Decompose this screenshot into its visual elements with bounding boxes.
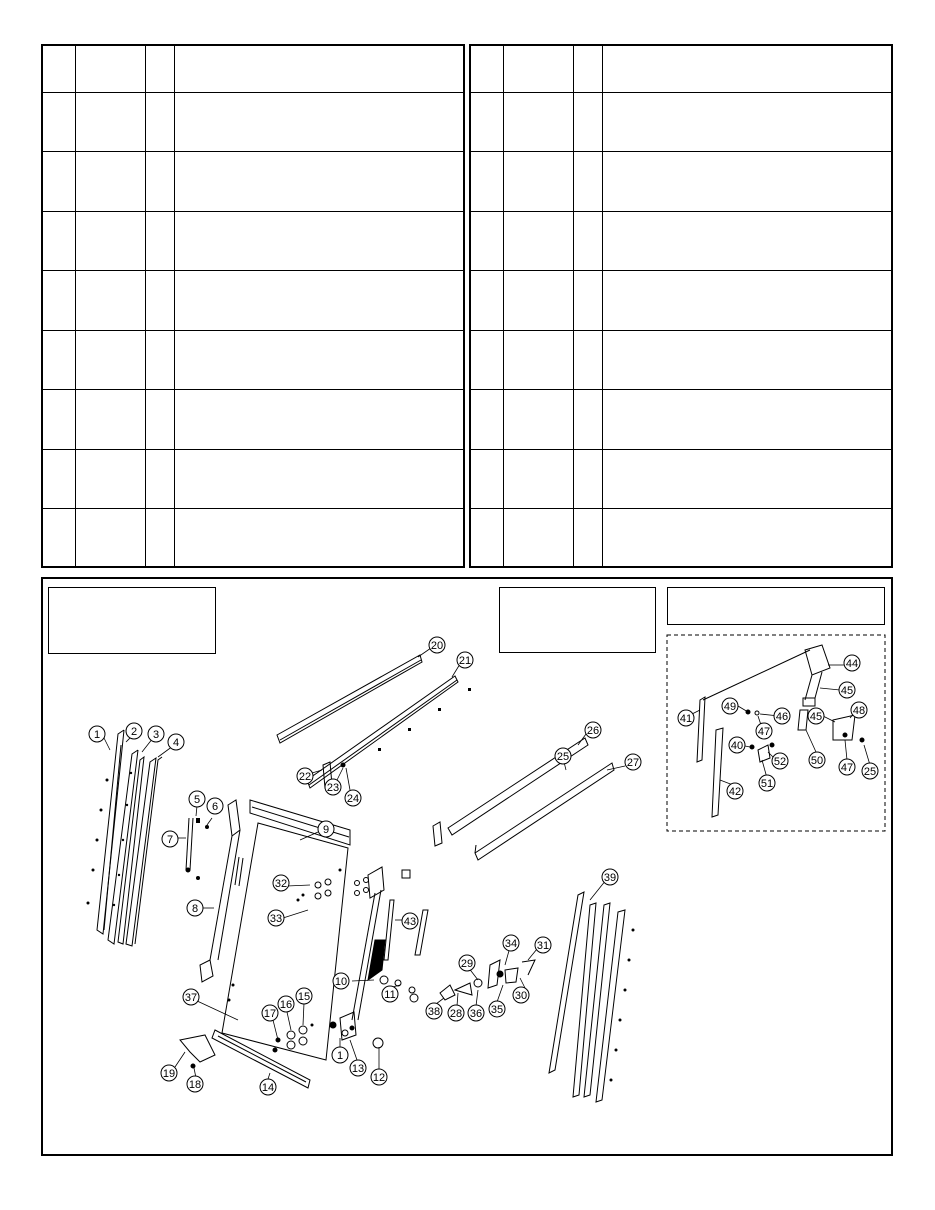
callout-label: 2 xyxy=(130,726,138,738)
callout-label: 34 xyxy=(504,938,518,950)
top-trim-part-9 xyxy=(250,800,350,845)
callout-5 xyxy=(189,791,205,807)
callout-45 xyxy=(839,682,855,698)
callout-label: 32 xyxy=(274,878,288,890)
callout-47b xyxy=(839,759,855,775)
callout-23 xyxy=(325,779,341,795)
callout-label: 5 xyxy=(193,794,201,806)
callout-34 xyxy=(503,935,519,951)
callout-28 xyxy=(448,1005,464,1021)
callout-19 xyxy=(161,1065,177,1081)
callout-6 xyxy=(207,798,223,814)
bottom-trim-part-14 xyxy=(212,1030,310,1088)
washer-cluster-32 xyxy=(315,878,369,900)
callout-label: 47 xyxy=(757,726,771,738)
callout-label: 7 xyxy=(166,834,174,846)
callout-label: 16 xyxy=(279,999,293,1011)
callout-label: 15 xyxy=(297,991,311,1003)
callout-label: 44 xyxy=(845,658,859,670)
strut-part-7 xyxy=(186,818,193,872)
callout-26 xyxy=(585,722,601,738)
callout-label: 25 xyxy=(556,751,570,763)
callout-label: 35 xyxy=(490,1004,504,1016)
callout-label: 27 xyxy=(626,757,640,769)
callout-21 xyxy=(457,652,473,668)
callout-label: 18 xyxy=(188,1079,202,1091)
callout-label: 20 xyxy=(430,640,444,652)
callout-label: 40 xyxy=(730,740,744,752)
callout-label: 31 xyxy=(536,940,550,952)
callout-label: 9 xyxy=(322,824,330,836)
callout-label: 3 xyxy=(152,729,160,741)
callout-label: 52 xyxy=(773,756,787,768)
callout-label: 45 xyxy=(840,685,854,697)
callout-label: 6 xyxy=(211,801,219,813)
callout-42 xyxy=(727,783,743,799)
hinge-pin-43 xyxy=(384,900,394,960)
callout-37 xyxy=(183,989,199,1005)
callout-11 xyxy=(382,986,398,1002)
side-rail-right-39 xyxy=(549,892,625,1102)
callout-13 xyxy=(350,1060,366,1076)
callout-label: 48 xyxy=(852,705,866,717)
callout-label: 17 xyxy=(263,1008,277,1020)
callout-22 xyxy=(297,768,313,784)
callout-label: 25 xyxy=(863,766,877,778)
callout-48 xyxy=(851,702,867,718)
callout-3 xyxy=(148,726,164,742)
callout-label: 28 xyxy=(449,1008,463,1020)
callout-label: 39 xyxy=(603,872,617,884)
callout-label: 41 xyxy=(679,713,693,725)
callout-label: 47 xyxy=(840,762,854,774)
wiper-blade-part-42 xyxy=(712,728,723,817)
callout-label: 11 xyxy=(384,989,396,1001)
callout-18 xyxy=(187,1076,203,1092)
callout-35 xyxy=(489,1001,505,1017)
callout-label: 43 xyxy=(403,916,417,928)
callout-15 xyxy=(296,988,312,1004)
callout-9 xyxy=(318,821,334,837)
callout-label: 24 xyxy=(346,793,360,805)
callout-31 xyxy=(535,937,551,953)
callout-label: 21 xyxy=(458,655,472,667)
callout-label: 1 xyxy=(336,1050,344,1062)
callout-label: 26 xyxy=(586,725,600,737)
callout-30 xyxy=(513,987,529,1003)
callout-44 xyxy=(844,655,860,671)
top-rail-part-21 xyxy=(307,676,458,788)
callout-17 xyxy=(262,1005,278,1021)
wiper-motor-part-44 xyxy=(803,645,830,706)
callout-label: 36 xyxy=(469,1008,483,1020)
callout-16 xyxy=(278,996,294,1012)
callout-label: 10 xyxy=(334,976,348,988)
callout-39 xyxy=(602,869,618,885)
callout-4 xyxy=(168,734,184,750)
callout-32 xyxy=(273,875,289,891)
top-rail-part-20 xyxy=(277,655,422,743)
small-bolts-5-6 xyxy=(196,818,209,880)
bottom-rail-part-27 xyxy=(475,763,614,860)
callout-29 xyxy=(459,955,475,971)
callout-25 xyxy=(555,748,571,764)
callout-50 xyxy=(809,752,825,768)
callout-label: 8 xyxy=(191,903,199,915)
callout-49 xyxy=(722,698,738,714)
rail-screw-holes xyxy=(87,772,133,906)
callout-40 xyxy=(729,737,745,753)
callout-label: 13 xyxy=(351,1063,365,1075)
callout-47 xyxy=(756,723,772,739)
callout-label: 30 xyxy=(514,990,528,1002)
callout-10 xyxy=(333,973,349,989)
callout-label: 51 xyxy=(760,778,774,790)
callout-14 xyxy=(260,1079,276,1095)
callouts-main xyxy=(89,637,641,1095)
callout-label: 23 xyxy=(326,782,340,794)
side-rail-left xyxy=(97,730,162,946)
callout-41 xyxy=(678,710,694,726)
hinge-assembly-part-10 xyxy=(340,867,410,1040)
callout-52 xyxy=(772,753,788,769)
callout-36 xyxy=(468,1005,484,1021)
callout-8 xyxy=(187,900,203,916)
callout-43 xyxy=(402,913,418,929)
callout-label: 38 xyxy=(427,1006,441,1018)
callout-label: 46 xyxy=(775,711,789,723)
callout-33 xyxy=(268,910,284,926)
callout-label: 14 xyxy=(261,1082,275,1094)
callout-46 xyxy=(774,708,790,724)
callout-label: 12 xyxy=(372,1072,386,1084)
callout-51 xyxy=(759,775,775,791)
callout-label: 45 xyxy=(809,711,823,723)
callout-12 xyxy=(371,1069,387,1085)
callout-label: 19 xyxy=(162,1068,176,1080)
callout-2 xyxy=(126,723,142,739)
callout-20 xyxy=(429,637,445,653)
callout-24 xyxy=(345,790,361,806)
callout-label: 37 xyxy=(184,992,198,1004)
callout-label: 33 xyxy=(269,913,283,925)
callout-label: 4 xyxy=(172,737,180,749)
callout-38 xyxy=(426,1003,442,1019)
callout-label: 22 xyxy=(298,771,312,783)
door-glass-panel xyxy=(222,823,348,1060)
callout-25-detail xyxy=(862,763,878,779)
callout-label: 1 xyxy=(93,729,101,741)
callout-label: 49 xyxy=(723,701,737,713)
rail-26-bracket xyxy=(433,822,442,846)
callout-label: 29 xyxy=(460,958,474,970)
callout-label: 50 xyxy=(810,755,824,767)
callout-27 xyxy=(625,754,641,770)
callout-7 xyxy=(162,831,178,847)
callout-label: 42 xyxy=(728,786,742,798)
callouts-detail xyxy=(678,655,878,799)
bracket-part-19 xyxy=(180,1035,215,1068)
callout-45b xyxy=(808,708,824,724)
callout-1 xyxy=(89,726,105,742)
callout-1-lower xyxy=(332,1047,348,1063)
